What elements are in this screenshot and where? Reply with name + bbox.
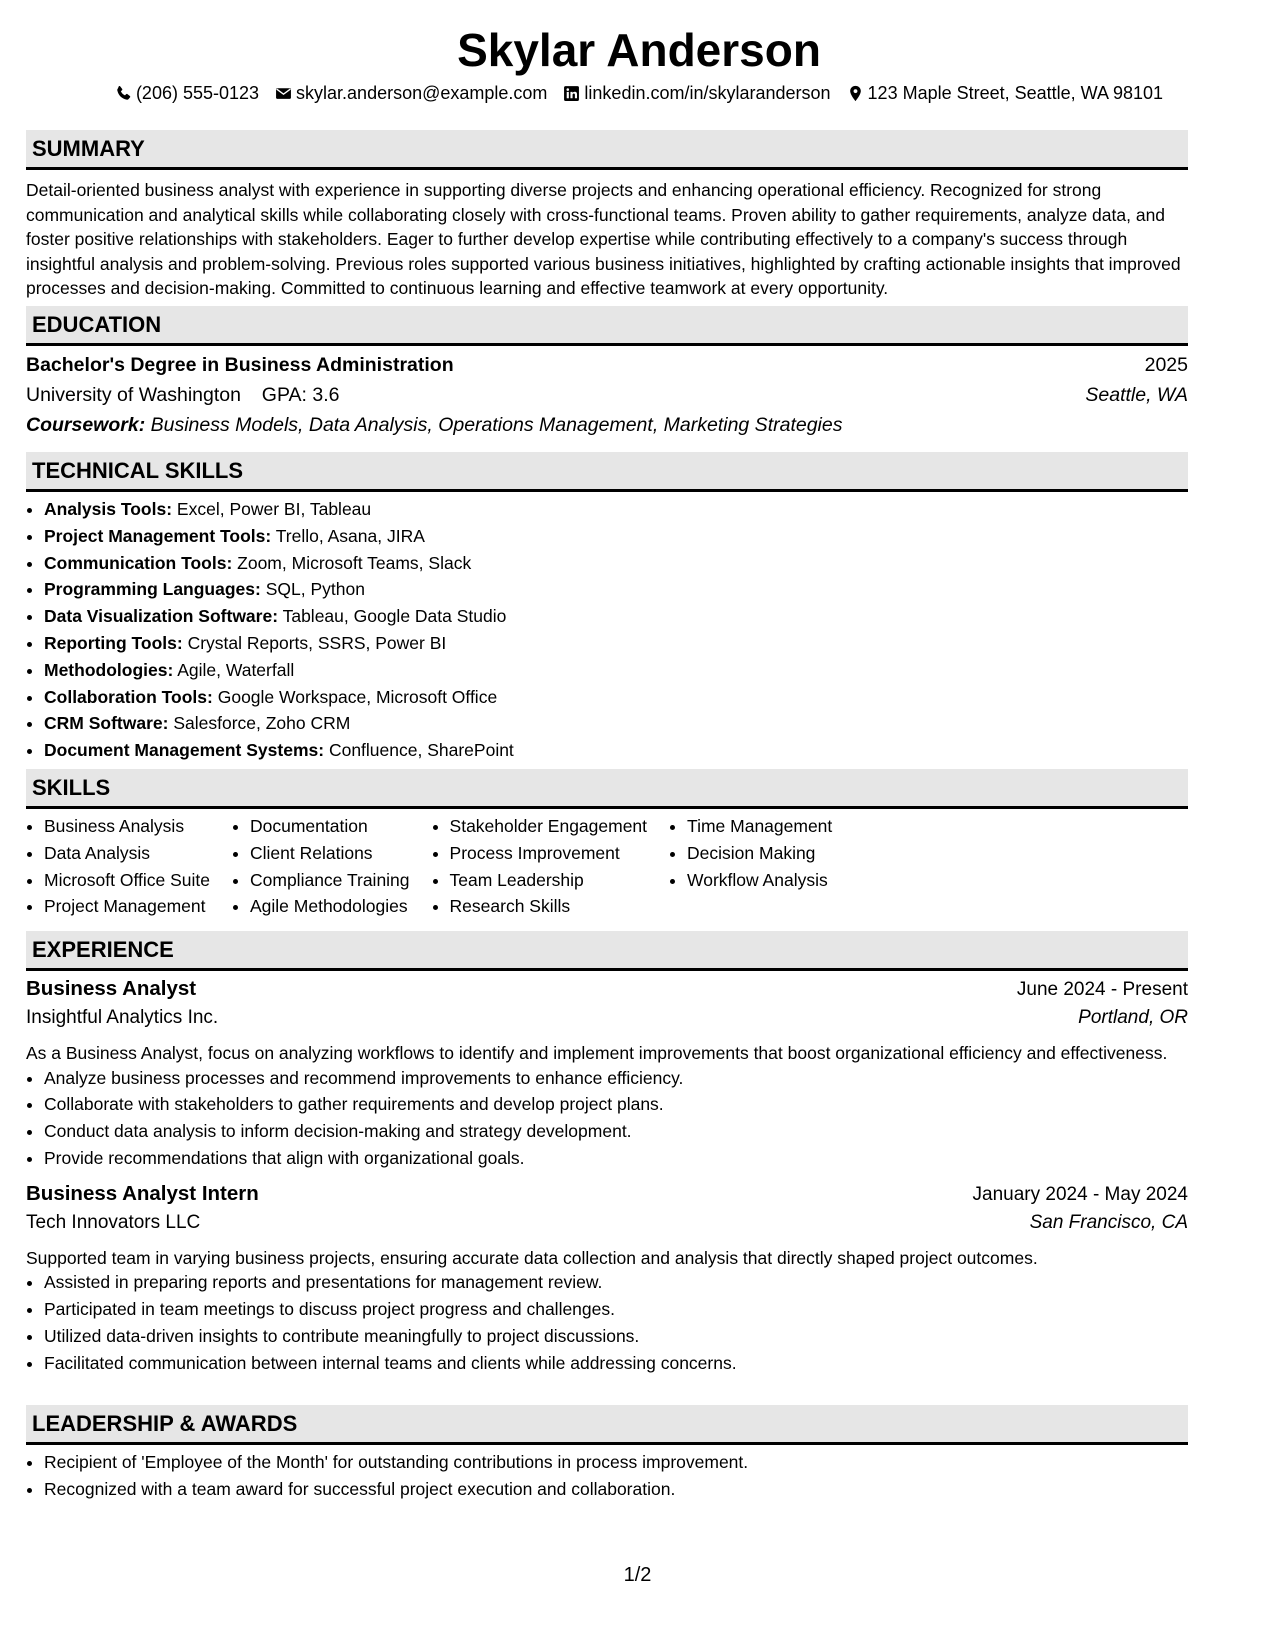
phone-text: (206) 555-0123 — [135, 82, 260, 103]
list-item: • Collaborate with stakeholders to gather requirements and develop project plans. — [44, 1091, 1188, 1118]
skills-column — [669, 813, 832, 920]
contact-email[interactable] — [275, 83, 547, 104]
list-item: • Process Improvement — [450, 840, 648, 867]
job-entry — [26, 977, 1188, 1172]
list-item: • Documentation — [250, 813, 410, 840]
list-item: • Agile Methodologies — [250, 893, 410, 920]
list-item: • Collaboration Tools: Google Workspace, Microsoft Office — [44, 684, 1188, 711]
list-item: • Decision Making — [687, 840, 832, 867]
list-item: • Compliance Training — [250, 867, 410, 894]
list-item: • CRM Software: Salesforce, Zoho CRM — [44, 710, 1188, 737]
list-item: • Project Management — [44, 893, 210, 920]
list-item: • Recognized with a team award for successful project execution and collaboration. — [44, 1476, 1188, 1503]
list-item: • Document Management Systems: Confluence, SharePoint — [44, 737, 1188, 764]
list-item: • Client Relations — [250, 840, 410, 867]
list-item: • Team Leadership — [450, 867, 648, 894]
list-item: • Recipient of 'Employee of the Month' for outstanding contributions in process improvement. — [44, 1449, 1188, 1476]
job-title: Business Analyst — [26, 977, 197, 1000]
list-item: • Reporting Tools: Crystal Reports, SSRS, Power BI — [44, 630, 1188, 657]
envelope-icon — [275, 85, 292, 102]
education-heading: EDUCATION — [26, 306, 1188, 346]
list-item: • Provide recommendations that align with organizational goals. — [44, 1145, 1188, 1172]
list-item: • Analysis Tools: Excel, Power BI, Tableau — [44, 496, 1188, 523]
job-dates: January 2024 - May 2024 — [972, 1183, 1188, 1205]
education-entry — [26, 354, 1188, 384]
job-description: Supported team in varying business projects, ensuring accurate data collection and analysis that directly shaped project outcomes. — [26, 1247, 1038, 1268]
coursework-label: Coursework: — [26, 414, 146, 436]
gpa: GPA: 3.6 — [261, 384, 340, 406]
education-location: Seattle, WA — [1085, 384, 1188, 406]
coursework-list: Business Models, Data Analysis, Operations Management, Marketing Strategies — [150, 414, 843, 436]
list-item: • Stakeholder Engagement — [450, 813, 648, 840]
job-location: San Francisco, CA — [1029, 1211, 1188, 1233]
leadership-list — [26, 1449, 1188, 1503]
degree: Bachelor's Degree in Business Administration — [26, 354, 454, 376]
phone-icon — [115, 85, 132, 102]
contact-bar — [26, 80, 1252, 106]
list-item: • Data Visualization Software: Tableau, Google Data Studio — [44, 603, 1188, 630]
list-item: • Data Analysis — [44, 840, 210, 867]
job-location: Portland, OR — [1078, 1007, 1188, 1028]
coursework — [26, 414, 1188, 437]
list-item: • Utilized data-driven insights to contribute meaningfully to project discussions. — [44, 1323, 1188, 1350]
job-title: Business Analyst Intern — [26, 1181, 259, 1205]
skills-column — [26, 813, 210, 920]
job-entry — [26, 1182, 1188, 1377]
list-item: • Research Skills — [450, 893, 648, 920]
list-item: • Microsoft Office Suite — [44, 867, 210, 894]
skills-heading: SKILLS — [26, 769, 1188, 809]
list-item: • Communication Tools: Zoom, Microsoft Teams, Slack — [44, 550, 1188, 577]
list-item: • Workflow Analysis — [687, 867, 832, 894]
list-item: • Business Analysis — [44, 813, 210, 840]
list-item: • Methodologies: Agile, Waterfall — [44, 657, 1188, 684]
contact-linkedin[interactable] — [563, 83, 830, 104]
list-item: • Programming Languages: SQL, Python — [44, 576, 1188, 603]
experience-heading: EXPERIENCE — [26, 931, 1188, 971]
map-pin-icon — [847, 85, 864, 102]
institution: University of Washington — [26, 384, 241, 406]
list-item: • Analyze business processes and recommend improvements to enhance efficiency. — [44, 1065, 1188, 1092]
contact-phone[interactable] — [115, 83, 259, 104]
address-text: 123 Maple Street, Seattle, WA 98101 — [867, 82, 1164, 103]
leadership-heading: LEADERSHIP & AWARDS — [26, 1405, 1188, 1445]
list-item: • Assisted in preparing reports and presentations for management review. — [44, 1269, 1188, 1296]
job-description: As a Business Analyst, focus on analyzing workflows to identify and implement improvements that boost organizational efficiency and effectiveness. — [26, 1043, 1168, 1063]
candidate-name: Skylar Anderson — [457, 24, 821, 76]
job-dates: June 2024 - Present — [1016, 979, 1188, 1000]
job-company: Tech Innovators LLC — [26, 1211, 201, 1233]
resume-page — [26, 0, 1252, 1499]
technical-skills-heading: TECHNICAL SKILLS — [26, 452, 1188, 492]
job-bullets — [26, 1269, 1188, 1376]
list-item: • Conduct data analysis to inform decision-making and strategy development. — [44, 1118, 1188, 1145]
job-bullets — [26, 1065, 1188, 1172]
email-text: skylar.anderson@example.com — [296, 82, 548, 103]
linkedin-text: linkedin.com/in/skylaranderson — [584, 82, 831, 103]
summary-heading: SUMMARY — [26, 130, 1188, 170]
graduation-year: 2025 — [1144, 354, 1188, 376]
job-company: Insightful Analytics Inc. — [26, 1007, 219, 1028]
summary-text: Detail-oriented business analyst with experience in supporting diverse projects and enhancing operational efficiency. Recognized for strong communication and analytical skills while collaborating closely with cross-functional teams. Proven ability to gather requirements, analyze data, and foster positive relationships with stakeholders. Eager to further develop expertise while contributing effectively to a company's success through insightful analysis and problem-solving. Previous roles supported various business initiatives, highlighted by crafting actionable insights that improved processes and decision-making. Committed to continuous learning and effective teamwork at every opportunity. — [26, 180, 1181, 298]
skills-column — [432, 813, 648, 920]
skills-grid — [26, 813, 1188, 920]
contact-address — [847, 83, 1164, 104]
page-number: 1/2 — [623, 1564, 652, 1586]
list-item: • Participated in team meetings to discuss project progress and challenges. — [44, 1296, 1188, 1323]
list-item: • Facilitated communication between internal teams and clients while addressing concerns. — [44, 1350, 1188, 1377]
list-item: • Time Management — [687, 813, 832, 840]
list-item: • Project Management Tools: Trello, Asana, JIRA — [44, 523, 1188, 550]
linkedin-icon — [563, 85, 580, 102]
skills-column — [232, 813, 410, 920]
technical-skills-list — [26, 496, 1188, 764]
